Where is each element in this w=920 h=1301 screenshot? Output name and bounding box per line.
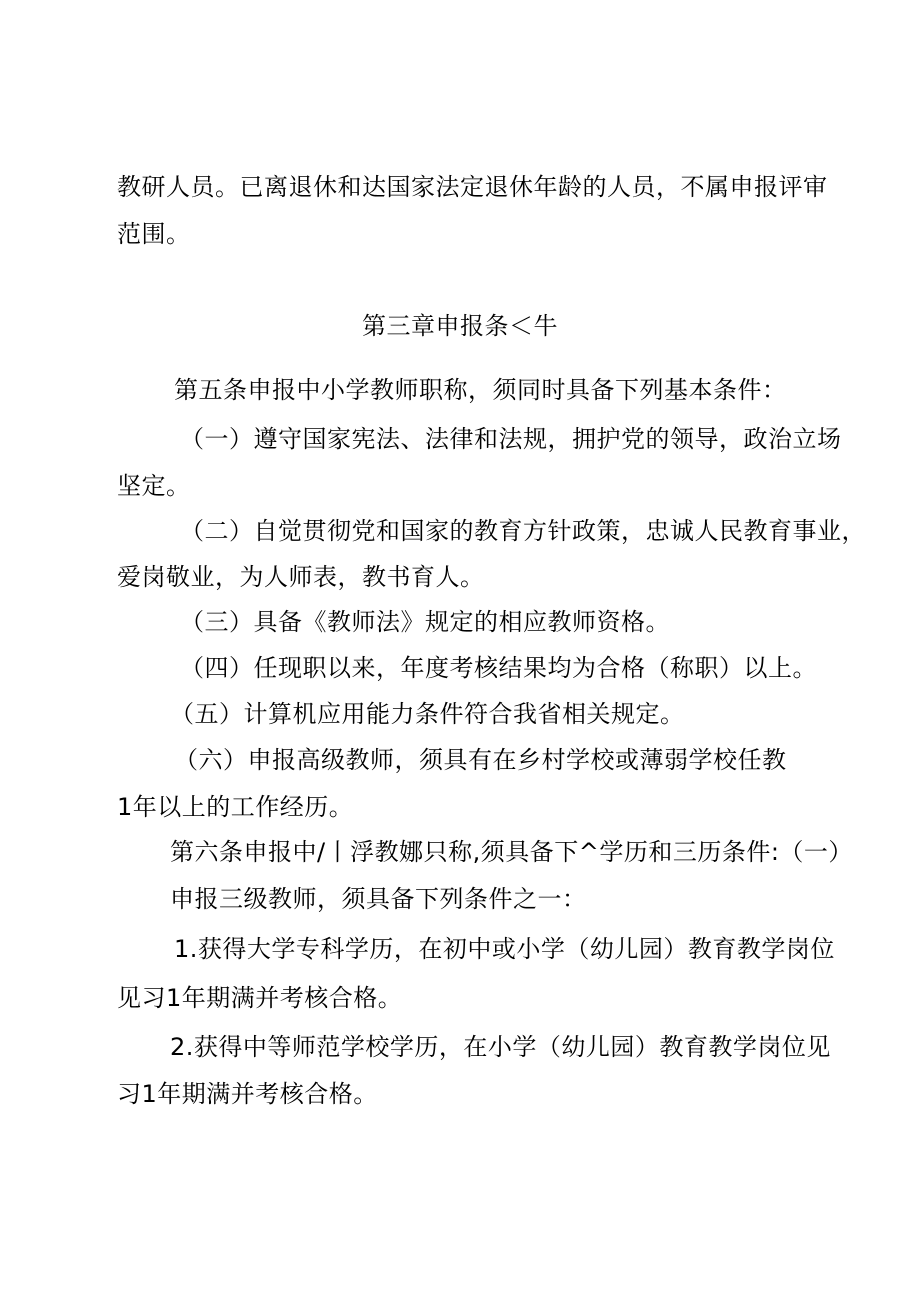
item-1-line-2: 见习1年期满并考核合格。 xyxy=(117,984,403,1012)
chapter-heading: 第三章申报条＜牛 xyxy=(362,312,558,340)
condition-3: （三）具备《教师法》规定的相应教师资格。 xyxy=(180,608,670,636)
condition-4: （四）任现职以来，年度考核结果均为合格（称职）以上。 xyxy=(180,654,817,682)
condition-6-line-1: （六）申报高级教师，须具有在乡村学校或薄弱学校任教 xyxy=(174,746,787,774)
article-6-subheading: 申报三级教师，须具备下列条件之一： xyxy=(170,885,587,913)
condition-2-line-2: 爱岗敬业，为人师表，教书育人。 xyxy=(117,563,485,591)
condition-1-line-1: （一）遵守国家宪法、法律和法规，拥护党的领导，政治立场 xyxy=(180,425,842,453)
item-1-line-1: 1.获得大学专科学历，在初中或小学（幼儿园）教育教学岗位 xyxy=(174,935,835,963)
item-2-line-1: 2.获得中等师范学校学历，在小学（幼儿园）教育教学岗位见 xyxy=(170,1033,831,1061)
text-line-2: 范围。 xyxy=(117,220,191,248)
condition-6-line-2: 1年以上的工作经历。 xyxy=(117,793,354,821)
article-5-heading: 第五条申报中小学教师职称，须同时具备下列基本条件： xyxy=(174,376,787,404)
article-6-heading: 第六条申报中/丨浮教娜只称,须具备下^学历和三历条件:（一） xyxy=(170,838,853,866)
condition-2-line-1: （二）自觉贯彻党和国家的教育方针政策，忠诚人民教育事业， xyxy=(180,517,866,545)
item-2-line-2: 习1年期满并考核合格。 xyxy=(117,1080,378,1108)
condition-5: （五）计算机应用能力条件符合我省相关规定。 xyxy=(170,700,685,728)
condition-1-line-2: 坚定。 xyxy=(117,472,191,500)
text-line-1: 教研人员。已离退休和达国家法定退休年龄的人员，不属申报评审 xyxy=(117,173,828,201)
